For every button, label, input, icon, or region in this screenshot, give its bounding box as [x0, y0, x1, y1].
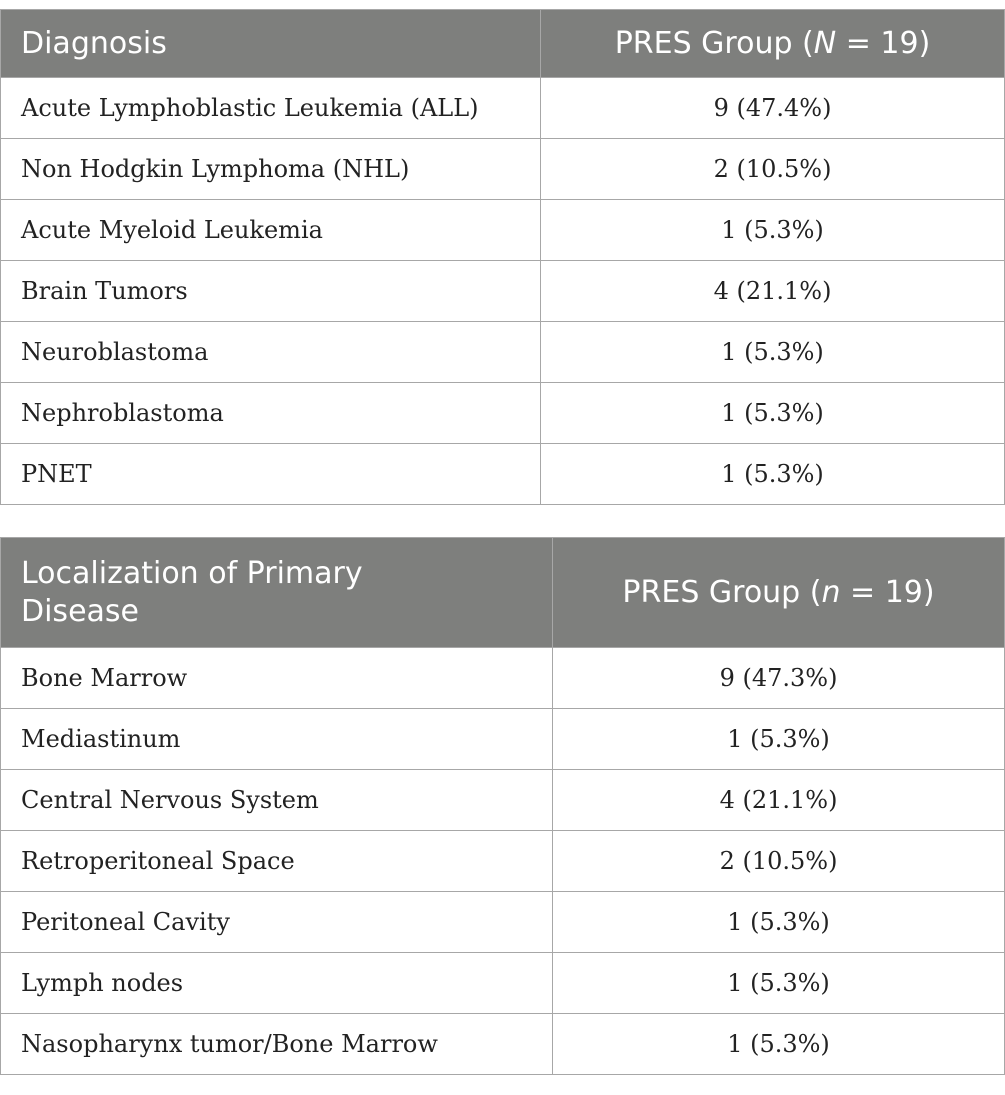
header-pres-group — [541, 10, 1005, 78]
table-row — [1, 770, 1005, 831]
table-row — [1, 444, 1005, 505]
row-label: Mediastinum — [1, 709, 553, 770]
row-value: 1 (5.3%) — [541, 383, 1005, 444]
row-label: Acute Myeloid Leukemia — [1, 200, 541, 261]
header-diagnosis: Diagnosis — [1, 10, 541, 78]
row-label: Acute Lymphoblastic Leukemia (ALL) — [1, 78, 541, 139]
table-row — [1, 383, 1005, 444]
table-row — [1, 139, 1005, 200]
header-localization — [1, 538, 553, 648]
table-row — [1, 1014, 1005, 1075]
row-label: Brain Tumors — [1, 261, 541, 322]
row-label: Nasopharynx tumor/Bone Marrow — [1, 1014, 553, 1075]
row-value: 1 (5.3%) — [541, 322, 1005, 383]
row-label: Peritoneal Cavity — [1, 892, 553, 953]
header-pres-group — [553, 538, 1005, 648]
row-label: Central Nervous System — [1, 770, 553, 831]
table-row — [1, 322, 1005, 383]
table-row — [1, 648, 1005, 709]
row-label: Non Hodgkin Lymphoma (NHL) — [1, 139, 541, 200]
row-value: 2 (10.5%) — [553, 831, 1005, 892]
header-localization-line2: Disease — [21, 593, 139, 629]
table-row — [1, 953, 1005, 1014]
row-value: 9 (47.3%) — [553, 648, 1005, 709]
row-label: Nephroblastoma — [1, 383, 541, 444]
row-label: Retroperitoneal Space — [1, 831, 553, 892]
row-value: 1 (5.3%) — [553, 892, 1005, 953]
table-row — [1, 892, 1005, 953]
header-pres-group-prefix: PRES Group ( — [614, 26, 814, 61]
row-value: 1 (5.3%) — [541, 444, 1005, 505]
table-row — [1, 261, 1005, 322]
header-pres-group-var: n — [821, 574, 841, 610]
table-header-row — [1, 538, 1005, 648]
row-label: Neuroblastoma — [1, 322, 541, 383]
row-value: 1 (5.3%) — [541, 200, 1005, 261]
header-pres-group-suffix: = 19) — [840, 574, 935, 610]
table-header-row — [1, 10, 1005, 78]
header-pres-group-var: N — [813, 26, 837, 61]
row-value: 1 (5.3%) — [553, 953, 1005, 1014]
row-value: 1 (5.3%) — [553, 1014, 1005, 1075]
table-row — [1, 200, 1005, 261]
row-label: PNET — [1, 444, 541, 505]
table-row — [1, 831, 1005, 892]
row-label: Bone Marrow — [1, 648, 553, 709]
header-localization-line1: Localization of Primary — [21, 555, 363, 591]
row-value: 2 (10.5%) — [541, 139, 1005, 200]
row-value: 4 (21.1%) — [553, 770, 1005, 831]
header-pres-group-suffix: = 19) — [836, 26, 931, 61]
row-value: 1 (5.3%) — [553, 709, 1005, 770]
localization-table — [0, 537, 1005, 1075]
row-label: Lymph nodes — [1, 953, 553, 1014]
header-pres-group-prefix: PRES Group ( — [622, 574, 822, 610]
row-value: 9 (47.4%) — [541, 78, 1005, 139]
diagnosis-table — [0, 9, 1005, 505]
row-value: 4 (21.1%) — [541, 261, 1005, 322]
table-row — [1, 709, 1005, 770]
table-row — [1, 78, 1005, 139]
